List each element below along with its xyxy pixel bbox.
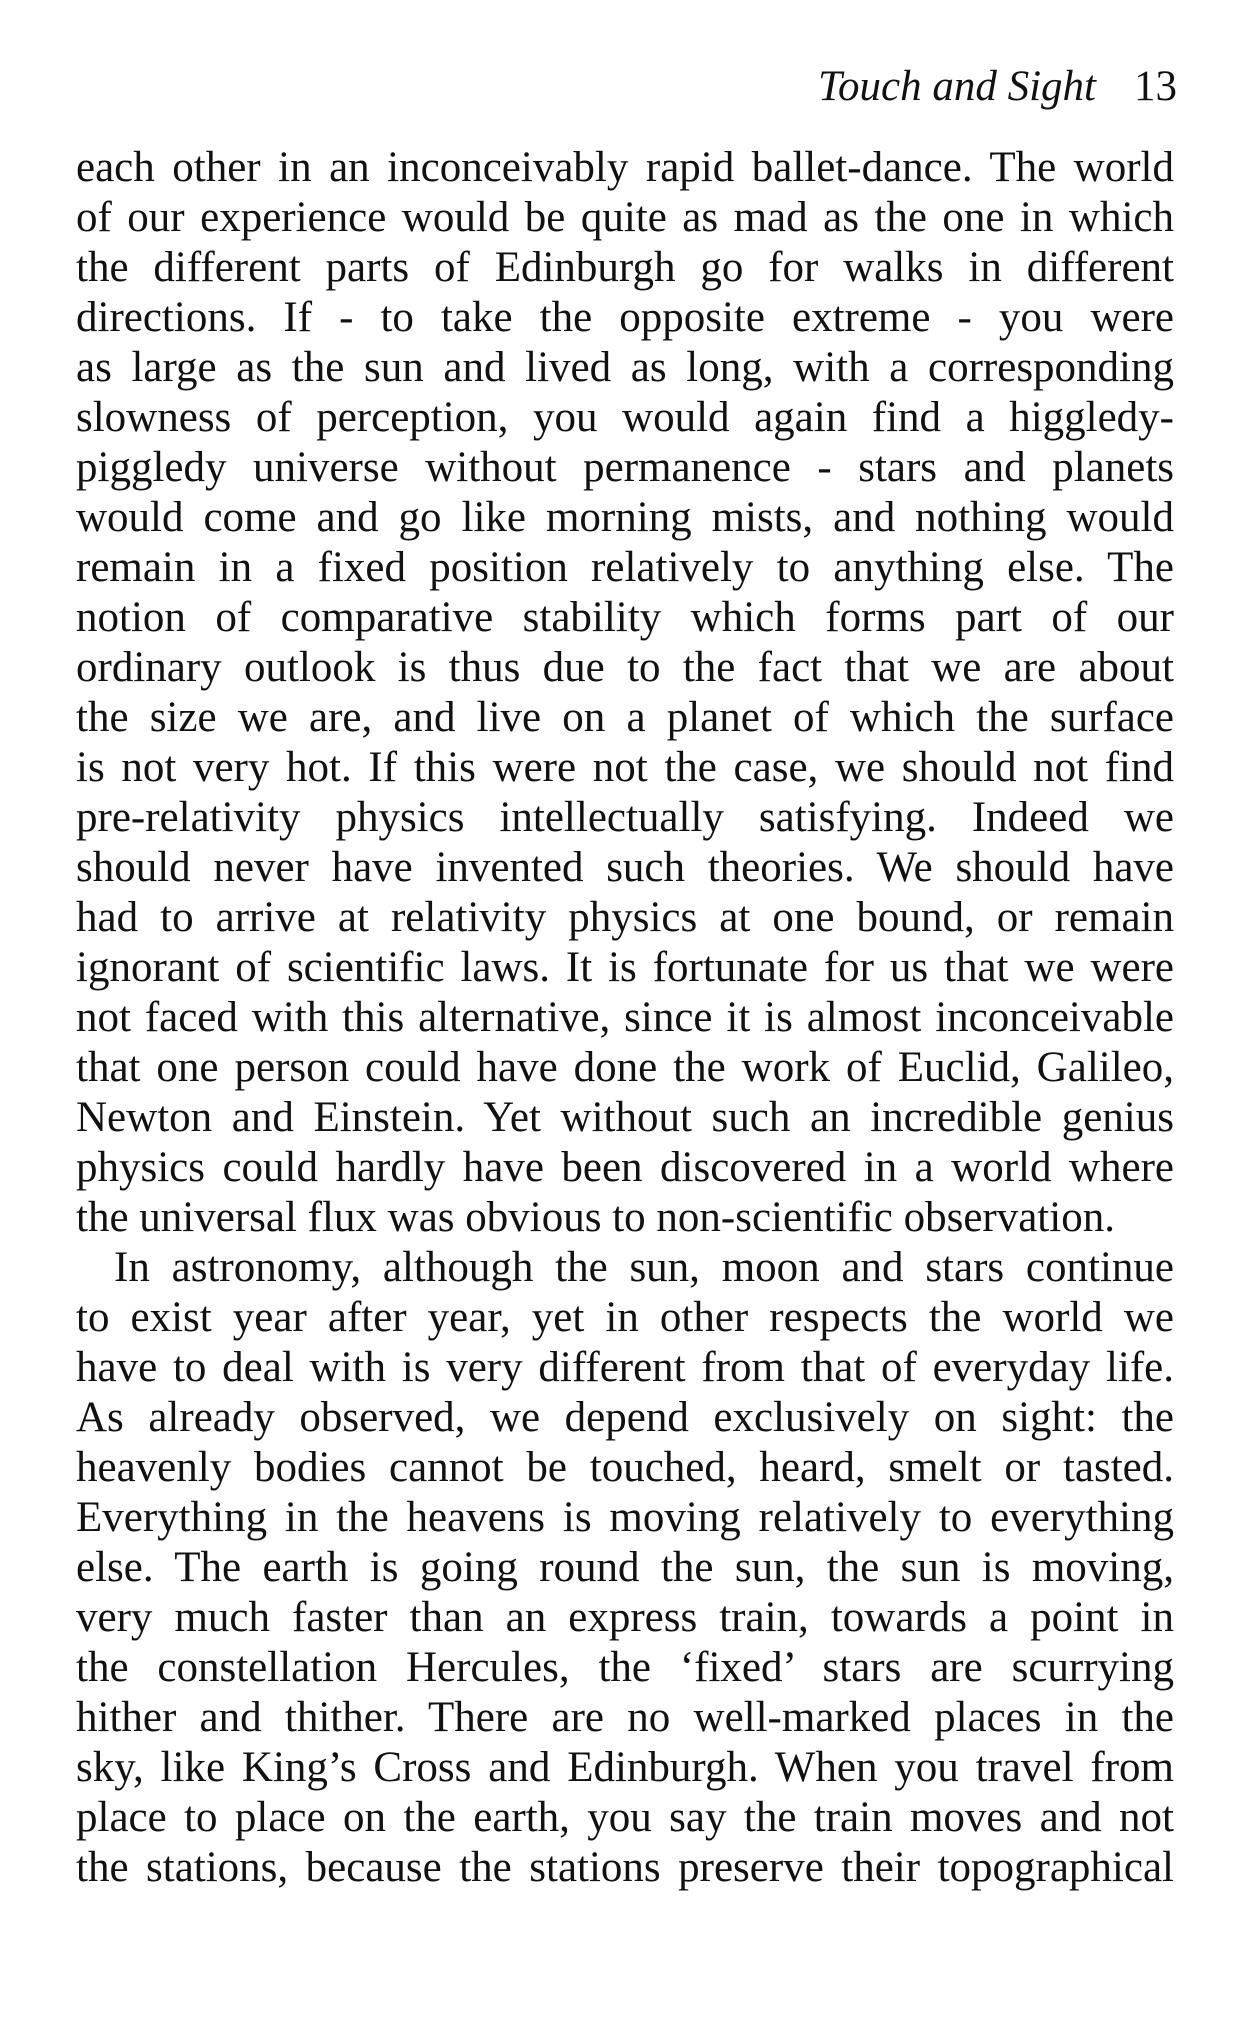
text-line: notion of comparative stability which forms part of our [76, 594, 1174, 641]
text-line: as large as the sun and lived as long, with a corresponding [76, 344, 1174, 391]
text-line: Everything in the heavens is moving relatively to everything [76, 1494, 1174, 1541]
text-line: the universal flux was obvious to non-scientific observation. [76, 1194, 1115, 1241]
text-line: hither and thither. There are no well-marked places in the [76, 1694, 1174, 1741]
running-head [818, 62, 1177, 112]
text-line: ordinary outlook is thus due to the fact that we are about [76, 644, 1174, 691]
text-line: piggledy universe without permanence - stars and planets [76, 444, 1174, 491]
text-line: else. The earth is going round the sun, the sun is moving, [76, 1544, 1174, 1591]
body-text [76, 143, 1174, 1893]
text-line: sky, like King’s Cross and Edinburgh. When you travel from [76, 1744, 1174, 1791]
page-number: 13 [1134, 63, 1177, 110]
text-line: very much faster than an express train, towards a point in [76, 1594, 1174, 1641]
text-line: is not very hot. If this were not the case, we should not find [76, 744, 1174, 791]
text-line: physics could hardly have been discovered in a world where [76, 1144, 1174, 1191]
text-line: Newton and Einstein. Yet without such an incredible genius [76, 1094, 1174, 1141]
text-line: ignorant of scientific laws. It is fortunate for us that we were [76, 944, 1174, 991]
text-line: of our experience would be quite as mad as the one in which [76, 194, 1174, 241]
text-line: that one person could have done the work of Euclid, Galileo, [76, 1044, 1174, 1091]
text-line: place to place on the earth, you say the train moves and not [76, 1794, 1174, 1841]
text-line: would come and go like morning mists, and nothing would [76, 494, 1174, 541]
text-line: each other in an inconceivably rapid ballet-dance. The world [76, 144, 1174, 191]
text-line: directions. If - to take the opposite extreme - you were [76, 294, 1174, 341]
text-line: slowness of perception, you would again find a higgledy- [76, 394, 1174, 441]
text-line: pre-relativity physics intellectually satisfying. Indeed we [76, 794, 1174, 841]
text-line: to exist year after year, yet in other respects the world we [76, 1294, 1174, 1341]
text-line: had to arrive at relativity physics at one bound, or remain [76, 894, 1174, 941]
paragraph [76, 1243, 1174, 1893]
text-line: the different parts of Edinburgh go for walks in different [76, 244, 1174, 291]
paragraph [76, 143, 1174, 1243]
text-line: heavenly bodies cannot be touched, heard, smelt or tasted. [76, 1444, 1174, 1491]
text-line: the size we are, and live on a planet of which the surface [76, 694, 1174, 741]
text-line: have to deal with is very different from that of everyday life. [76, 1344, 1174, 1391]
text-line: not faced with this alternative, since it is almost inconceivable [76, 994, 1174, 1041]
text-line: should never have invented such theories. We should have [76, 844, 1174, 891]
chapter-title: Touch and Sight [818, 63, 1096, 110]
text-line: the constellation Hercules, the ‘fixed’ stars are scurrying [76, 1644, 1174, 1691]
text-line: the stations, because the stations preserve their topographical [76, 1844, 1174, 1891]
text-line: As already observed, we depend exclusively on sight: the [76, 1394, 1174, 1441]
text-line: remain in a fixed position relatively to anything else. The [76, 544, 1174, 591]
text-line: In astronomy, although the sun, moon and stars continue [114, 1244, 1174, 1291]
